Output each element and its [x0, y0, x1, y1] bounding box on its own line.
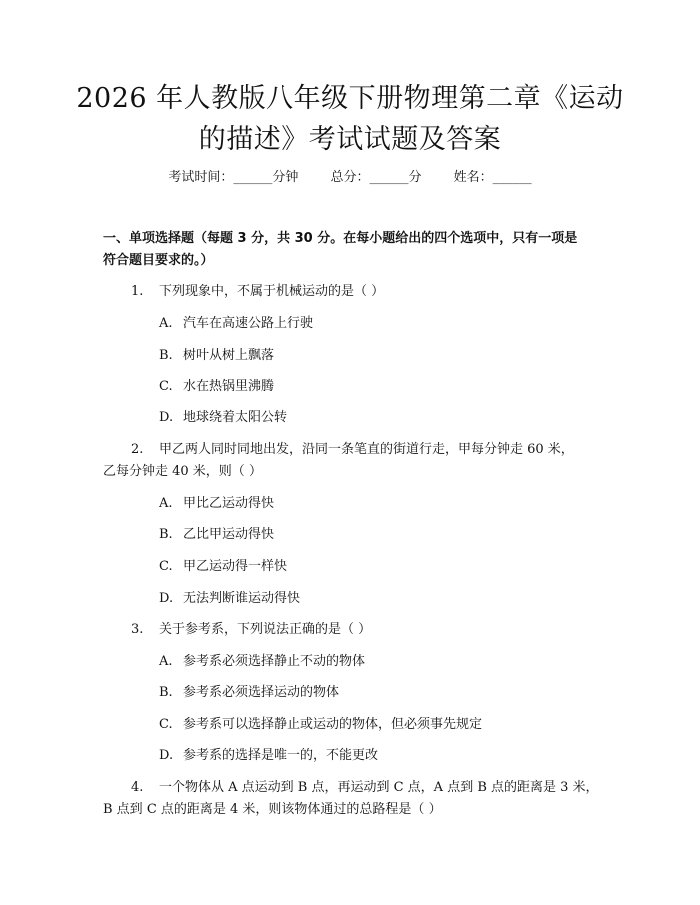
exam-meta — [0, 168, 700, 188]
option-text: 参考系必须选择运动的物体 — [183, 685, 340, 700]
option-text: 水在热锅里沸腾 — [183, 379, 275, 394]
question-3 — [131, 620, 371, 640]
option-2c — [159, 557, 287, 577]
question-number: 1. — [131, 284, 144, 299]
option-text: 地球绕着太阳公转 — [183, 410, 288, 425]
option-letter: B. — [159, 685, 173, 700]
option-letter: A. — [159, 316, 173, 331]
option-1c — [159, 377, 274, 397]
option-text: 参考系可以选择静止或运动的物体，但必须事先规定 — [183, 717, 483, 732]
question-2 — [131, 440, 574, 460]
option-letter: D. — [159, 748, 174, 763]
question-stem: 关于参考系，下列说法正确的是（ ） — [159, 622, 372, 637]
option-letter: B. — [159, 527, 173, 542]
option-letter: C. — [159, 559, 173, 574]
option-3d — [159, 746, 378, 766]
title-line-1: 2026 年人教版八年级下册物理第二章《运动 — [76, 83, 624, 114]
option-text: 甲乙运动得一样快 — [183, 559, 288, 574]
student-name: 姓名：______ — [453, 170, 532, 185]
question-number: 4. — [131, 780, 144, 795]
page-title — [60, 78, 640, 160]
option-1b — [159, 346, 274, 366]
option-letter: D. — [159, 410, 174, 425]
question-2-continued: 乙每分钟走 40 米，则（ ） — [103, 464, 262, 479]
section-heading — [103, 228, 603, 272]
option-3a — [159, 652, 365, 672]
question-stem: 一个物体从 A 点运动到 B 点，再运动到 C 点，A 点到 B 点的距离是 3 米， — [159, 780, 599, 795]
question-number: 3. — [131, 622, 144, 637]
option-letter: A. — [159, 496, 173, 511]
option-text: 无法判断谁运动得快 — [183, 591, 301, 606]
title-line-2: 的描述》考试试题及答案 — [198, 124, 502, 155]
option-text: 参考系必须选择静止不动的物体 — [183, 654, 366, 669]
option-letter: A. — [159, 654, 173, 669]
option-letter: D. — [159, 591, 174, 606]
total-score: 总分：______分 — [330, 170, 422, 185]
exam-time: 考试时间：______分钟 — [168, 170, 299, 185]
question-stem: 甲乙两人同时同地出发，沿同一条笔直的街道行走，甲每分钟走 60 米， — [159, 442, 574, 457]
option-3b — [159, 683, 339, 703]
section-heading-line-1: 一、单项选择题（每题 3 分，共 30 分。在每小题给出的四个选项中，只有一项是 — [103, 231, 578, 246]
question-stem: 下列现象中，不属于机械运动的是（ ） — [159, 284, 385, 299]
question-4 — [131, 778, 599, 798]
option-text: 树叶从树上飘落 — [183, 348, 275, 363]
option-letter: C. — [159, 717, 173, 732]
option-text: 参考系的选择是唯一的，不能更改 — [183, 748, 379, 763]
question-number: 2. — [131, 442, 144, 457]
section-heading-line-2: 符合题目要求的。） — [103, 253, 214, 268]
option-2a — [159, 494, 274, 514]
option-letter: B. — [159, 348, 173, 363]
question-1 — [131, 282, 384, 302]
option-2d — [159, 589, 300, 609]
option-3c — [159, 715, 482, 735]
option-letter: C. — [159, 379, 173, 394]
option-1d — [159, 408, 287, 428]
option-text: 甲比乙运动得快 — [183, 496, 275, 511]
option-text: 乙比甲运动得快 — [183, 527, 275, 542]
option-2b — [159, 525, 274, 545]
question-4-continued: B 点到 C 点的距离是 4 米，则该物体通过的总路程是（ ） — [103, 802, 442, 817]
option-text: 汽车在高速公路上行驶 — [183, 316, 314, 331]
option-1a — [159, 314, 313, 334]
